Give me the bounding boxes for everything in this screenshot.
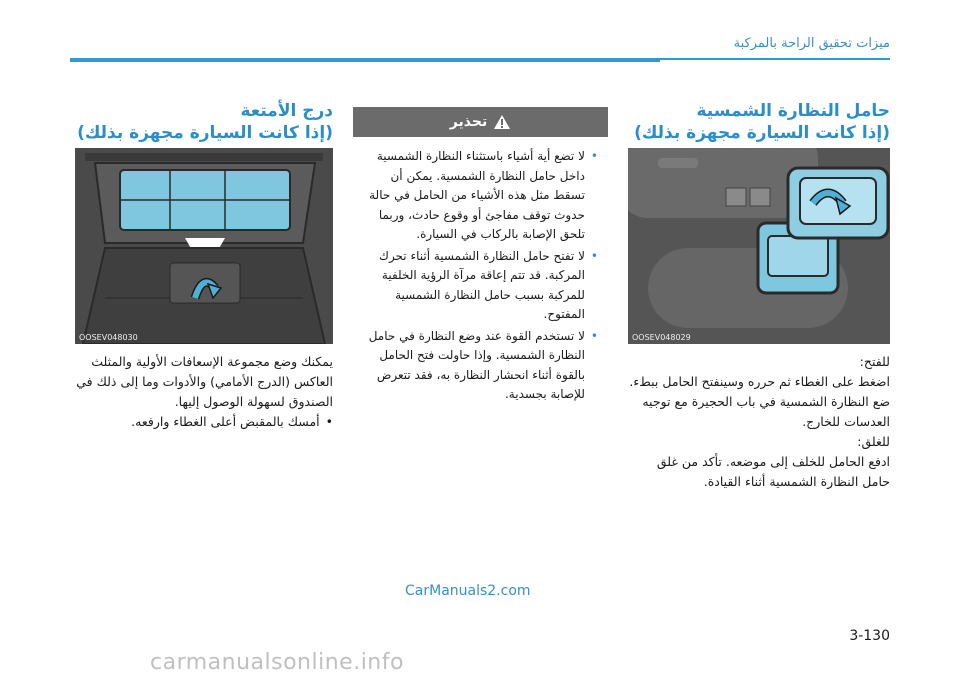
warning-box <box>353 107 608 401</box>
warning-item <box>363 327 598 405</box>
watermark: CarManuals2.com <box>405 583 531 599</box>
luggage-tray-heading <box>75 100 333 144</box>
footer-watermark: carmanualsonline.info <box>150 650 404 675</box>
bullet-icon: • <box>590 328 598 343</box>
sunglass-holder-heading <box>628 100 890 144</box>
warning-item-text: لا تستخدم القوة عند وضع النظارة في حامل النظارة الشمسية. وإذا حاولت فتح الحامل بالقوة أثناء انحشار النظارة به، فقد تتعرض للإصابة بجسدية. <box>368 328 585 401</box>
luggage-tray-image <box>75 148 333 344</box>
sunglass-holder-title: حامل النظارة الشمسية <box>696 101 890 121</box>
section-title: ميزات تحقيق الراحة بالمركبة <box>733 36 890 51</box>
sunglass-holder-image <box>628 148 890 344</box>
bullet-icon: • <box>325 414 333 429</box>
sunglass-holder-illustration <box>628 148 890 344</box>
luggage-tray-section <box>75 100 333 144</box>
close-text: ادفع الحامل للخلف إلى موضعه. تأكد من غلق حامل النظارة الشمسية أثناء القيادة. <box>656 454 890 489</box>
warning-title: تحذير <box>449 114 488 130</box>
sunglass-holder-instructions <box>628 352 890 492</box>
header-rule-accent <box>70 58 660 62</box>
page-number: 3-130 <box>849 628 890 644</box>
warning-item <box>363 147 598 245</box>
luggage-tray-instructions <box>75 352 333 432</box>
luggage-tray-subtitle: (إذا كانت السيارة مجهزة بذلك) <box>77 123 333 143</box>
sunglass-holder-section <box>628 100 890 144</box>
open-text: اضغط على الغطاء ثم حرره وسينفتح الحامل ببطء. ضع النظارة الشمسية في باب الحجيرة مع توجيه العدسات للخارج. <box>629 374 890 429</box>
luggage-tray-bullet-text: أمسك بالمقبض أعلى الغطاء وارفعه. <box>131 414 320 429</box>
warning-item <box>363 247 598 325</box>
sunglass-holder-subtitle: (إذا كانت السيارة مجهزة بذلك) <box>634 123 890 143</box>
luggage-tray-text: يمكنك وضع مجموعة الإسعافات الأولية والمثلث العاكس (الدرج الأمامي) والأدوات وما إلى ذلك في الصندوق لسهولة الوصول إليها. <box>76 354 333 409</box>
bullet-icon: • <box>590 149 598 163</box>
image-code: OOSEV048029 <box>632 333 691 342</box>
luggage-tray-illustration <box>75 148 333 344</box>
open-label: للفتح: <box>859 354 890 369</box>
close-label: للغلق: <box>857 434 890 449</box>
luggage-tray-bullet <box>75 412 333 432</box>
warning-body <box>353 137 608 413</box>
bullet-icon: • <box>590 248 598 263</box>
warning-triangle-icon <box>493 114 511 130</box>
warning-item-text: لا تضع أية أشياء باستثناء النظارة الشمسية داخل حامل النظارة الشمسية. يمكن أن تسقط مثل هذه الأشياء من الحامل في حالة حدوث توقف مفاجئ أو وقوع حادث، وربما تلحق الإصابة بالركاب في السيارة. <box>369 149 585 241</box>
warning-item-text: لا تفتح حامل النظارة الشمسية أثناء تحرك المركبة. قد تتم إعاقة مرآة الرؤية الخلفية للمركبة بسبب حامل النظارة الشمسية المفتوح. <box>379 248 585 321</box>
luggage-tray-title: درج الأمتعة <box>240 101 333 121</box>
image-code: OOSEV048030 <box>79 333 138 342</box>
warning-header <box>353 107 608 137</box>
